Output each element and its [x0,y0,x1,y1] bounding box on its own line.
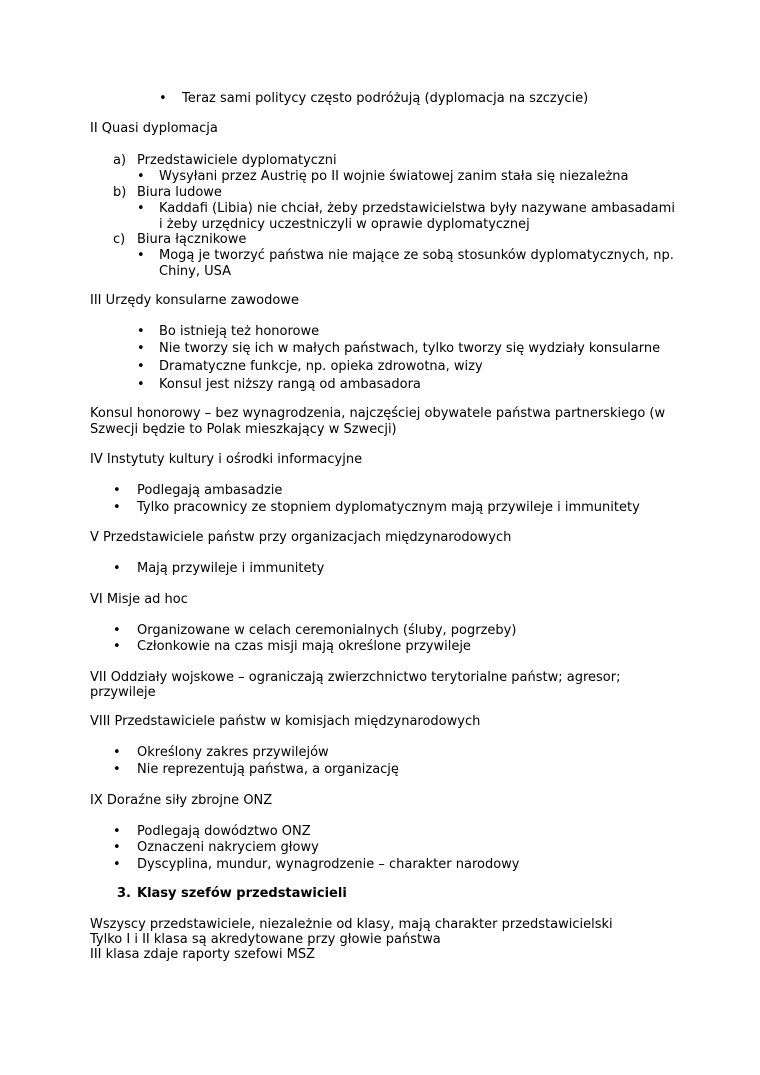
list-item: Biura ludowe [137,185,222,200]
bullet-icon: • [113,840,121,855]
section-heading: IV Instytuty kultury i ośrodki informacyjne [90,452,363,467]
paragraph-line: Konsul honorowy – bez wynagrodzenia, najczęściej obywatele państwa partnerskiego (w [90,406,666,421]
bullet-icon: • [113,639,121,654]
bullet-icon: • [137,248,145,263]
section-heading: VI Misje ad hoc [90,592,188,607]
bullet-icon: • [113,500,121,515]
list-item: Dramatyczne funkcje, np. opieka zdrowotna, wizy [159,359,483,374]
bullet-icon: • [137,324,145,339]
section-heading: VIII Przedstawiciele państw w komisjach międzynarodowych [90,714,481,729]
section-heading: II Quasi dyplomacja [90,121,218,136]
list-item: Podlegają ambasadzie [137,483,283,498]
list-item: Biura łącznikowe [137,232,247,247]
bullet-icon: • [137,341,145,356]
list-item: Bo istnieją też honorowe [159,324,320,339]
section-heading: V Przedstawiciele państw przy organizacjach międzynarodowych [90,530,512,545]
bullet-icon: • [137,377,145,392]
list-marker: c) [113,232,126,247]
list-item: Mają przywileje i immunitety [137,561,325,576]
list-item: Organizowane w celach ceremonialnych (śluby, pogrzeby) [137,623,517,638]
list-item: Teraz sami politycy często podróżują (dyplomacja na szczycie) [182,91,589,106]
list-item: Mogą je tworzyć państwa nie mające ze sobą stosunków dyplomatycznych, np. [159,248,674,263]
bullet-icon: • [137,201,145,216]
list-item: Podlegają dowództwo ONZ [137,824,311,839]
list-item: Konsul jest niższy rangą od ambasadora [159,377,421,392]
list-item: Tylko pracownicy ze stopniem dyplomatycznym mają przywileje i immunitety [137,500,640,515]
bullet-icon: • [113,745,121,760]
list-item: Nie tworzy się ich w małych państwach, tylko tworzy się wydziały konsularne [159,341,661,356]
list-item: Oznaczeni nakryciem głowy [137,840,319,855]
list-item: Nie reprezentują państwa, a organizację [137,762,399,777]
list-item: Członkowie na czas misji mają określone przywileje [137,639,471,654]
list-item: Dyscyplina, mundur, wynagrodzenie – charakter narodowy [137,857,520,872]
bullet-icon: • [137,169,145,184]
list-item: Określony zakres przywilejów [137,745,329,760]
section-heading-continuation: przywileje [90,685,156,700]
list-item-continuation: Chiny, USA [159,264,232,279]
list-item: Kaddafi (Libia) nie chciał, żeby przedstawicielstwa były nazywane ambasadami [159,201,675,216]
list-marker: b) [113,185,127,200]
bullet-icon: • [113,623,121,638]
chapter-heading: Klasy szefów przedstawicieli [137,886,347,901]
paragraph-line: Tylko I i II klasa są akredytowane przy głowie państwa [90,932,441,947]
section-heading: IX Doraźne siły zbrojne ONZ [90,793,273,808]
bullet-icon: • [113,483,121,498]
paragraph-line: Wszyscy przedstawiciele, niezależnie od klasy, mają charakter przedstawicielski [90,917,613,932]
section-heading: III Urzędy konsularne zawodowe [90,293,299,308]
bullet-icon: • [113,561,121,576]
list-marker: a) [113,153,127,168]
bullet-icon: • [137,359,145,374]
bullet-icon: • [113,762,121,777]
bullet-icon: • [159,91,167,106]
bullet-icon: • [113,857,121,872]
heading-number: 3. [117,886,131,901]
list-item: Wysyłani przez Austrię po II wojnie światowej zanim stała się niezależna [159,169,629,184]
paragraph-line: Szwecji będzie to Polak mieszkający w Szwecji) [90,422,397,437]
paragraph-line: III klasa zdaje raporty szefowi MSZ [90,947,316,962]
list-item-continuation: i żeby urzędnicy uczestniczyli w oprawie dyplomatycznej [159,217,530,232]
section-heading: VII Oddziały wojskowe – ograniczają zwierzchnictwo terytorialne państw; agresor; [90,670,621,685]
list-item: Przedstawiciele dyplomatyczni [137,153,337,168]
bullet-icon: • [113,824,121,839]
